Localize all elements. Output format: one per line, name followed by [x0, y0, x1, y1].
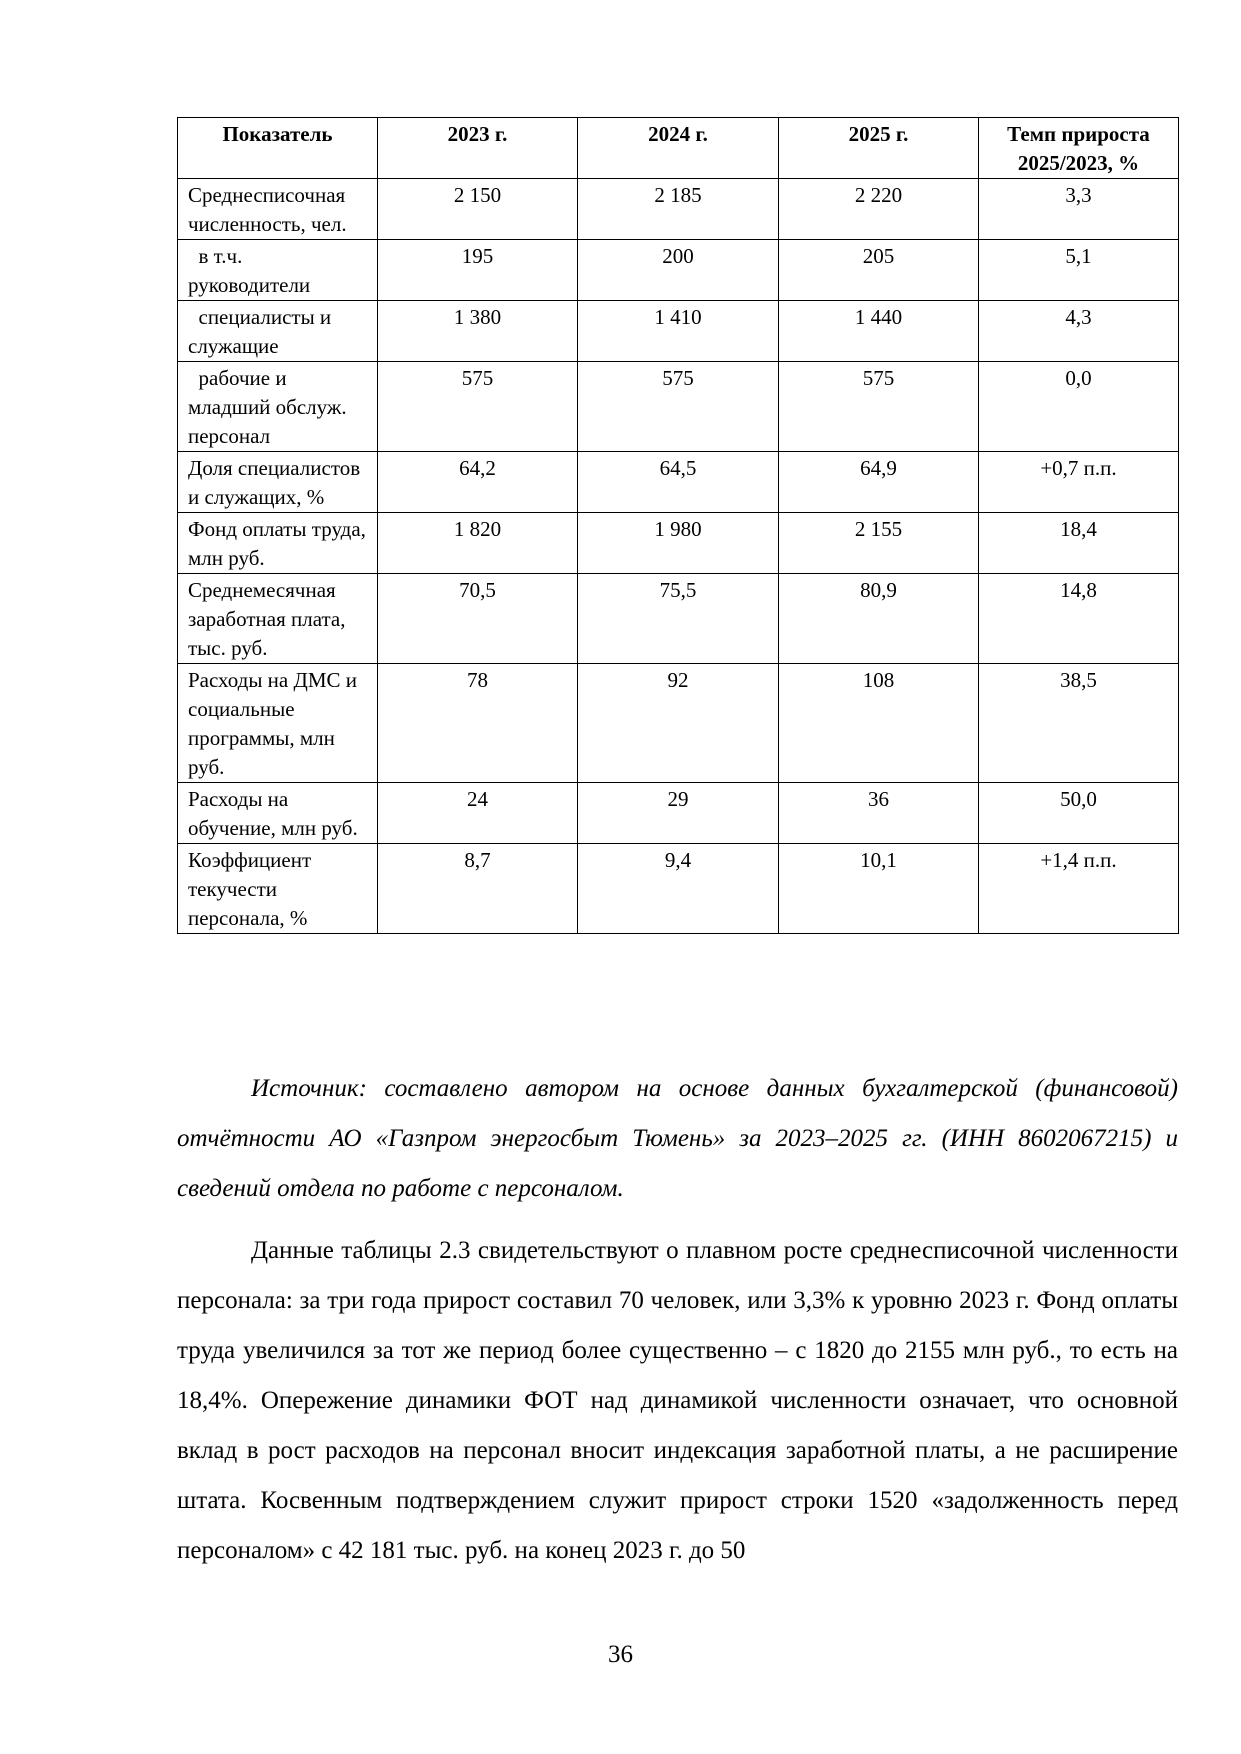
value-cell: 9,4: [578, 844, 779, 934]
value-cell: 64,2: [378, 452, 578, 513]
value-cell: 18,4: [979, 513, 1179, 574]
row-label-cell: Доля специалистов и служащих, %: [178, 452, 378, 513]
table-row: [178, 240, 1179, 301]
header-2025: 2025 г.: [779, 118, 979, 179]
value-cell: 50,0: [979, 783, 1179, 844]
value-cell: 29: [578, 783, 779, 844]
value-cell: 38,5: [979, 664, 1179, 783]
table-source-note: Источник: составлено автором на основе данных бухгалтерской (финансовой) отчётности АО «Газпром энергосбыт Тюмень» за 2023–2025 гг. (ИНН 8602067215) и сведений отдела по работе с персоналом.: [177, 1075, 1178, 1202]
header-growth-rate: Темп прироста 2025/2023, %: [979, 118, 1179, 179]
value-cell: 10,1: [779, 844, 979, 934]
table-row: [178, 844, 1179, 934]
value-cell: 70,5: [378, 574, 578, 664]
value-cell: 0,0: [979, 362, 1179, 452]
row-label-cell: специалисты и служащие: [178, 301, 378, 362]
value-cell: +0,7 п.п.: [979, 452, 1179, 513]
table-row: [178, 301, 1179, 362]
value-cell: 1 410: [578, 301, 779, 362]
value-cell: 36: [779, 783, 979, 844]
value-cell: 200: [578, 240, 779, 301]
table-header-row: [178, 118, 1179, 179]
value-cell: 5,1: [979, 240, 1179, 301]
table-row: [178, 179, 1179, 240]
value-cell: 4,3: [979, 301, 1179, 362]
value-cell: 78: [378, 664, 578, 783]
value-cell: 575: [378, 362, 578, 452]
value-cell: 205: [779, 240, 979, 301]
table-row: [178, 783, 1179, 844]
header-2023: 2023 г.: [378, 118, 578, 179]
row-label-cell: Среднемесячная заработная плата, тыс. руб.: [178, 574, 378, 664]
value-cell: 108: [779, 664, 979, 783]
header-indicator: Показатель: [178, 118, 378, 179]
row-label-cell: Расходы на ДМС и социальные программы, млн руб.: [178, 664, 378, 783]
table-row: [178, 574, 1179, 664]
page-number: 36: [608, 1641, 633, 1668]
value-cell: 2 185: [578, 179, 779, 240]
row-label-cell: рабочие и младший обслуж. персонал: [178, 362, 378, 452]
table-row: [178, 362, 1179, 452]
value-cell: 80,9: [779, 574, 979, 664]
value-cell: 24: [378, 783, 578, 844]
row-label-cell: Среднесписочная численность, чел.: [178, 179, 378, 240]
personnel-table: [177, 117, 1179, 934]
value-cell: 575: [779, 362, 979, 452]
table-row: [178, 513, 1179, 574]
value-cell: 64,9: [779, 452, 979, 513]
value-cell: 92: [578, 664, 779, 783]
value-cell: 1 820: [378, 513, 578, 574]
value-cell: 2 155: [779, 513, 979, 574]
value-cell: +1,4 п.п.: [979, 844, 1179, 934]
table-body: [178, 179, 1179, 934]
table-row: [178, 664, 1179, 783]
value-cell: 195: [378, 240, 578, 301]
header-2024: 2024 г.: [578, 118, 779, 179]
table-row: [178, 452, 1179, 513]
value-cell: 3,3: [979, 179, 1179, 240]
body-paragraph: Данные таблицы 2.3 свидетельствуют о плавном росте среднесписочной численности персонала: за три года прирост составил 70 человек, или 3,3% к уровню 2023 г. Фонд оплаты труда увеличился за тот же период более существенно – с 1820 до 2155 млн руб., то есть на 18,4%. Опережение динамики ФОТ над динамикой численности означает, что основной вклад в рост расходов на персонал вносит индексация заработной платы, а не расширение штата. Косвенным подтверждением служит прирост строки 1520 «задолженность перед персоналом» с 42 181 тыс. руб. на конец 2023 г. до 50: [177, 1237, 1178, 1564]
row-label-cell: Коэффициент текучести персонала, %: [178, 844, 378, 934]
value-cell: 1 380: [378, 301, 578, 362]
value-cell: 2 220: [779, 179, 979, 240]
value-cell: 8,7: [378, 844, 578, 934]
row-label-cell: Фонд оплаты труда, млн руб.: [178, 513, 378, 574]
value-cell: 575: [578, 362, 779, 452]
value-cell: 14,8: [979, 574, 1179, 664]
row-label-cell: в т.ч. руководители: [178, 240, 378, 301]
value-cell: 2 150: [378, 179, 578, 240]
row-label-cell: Расходы на обучение, млн руб.: [178, 783, 378, 844]
value-cell: 1 980: [578, 513, 779, 574]
value-cell: 75,5: [578, 574, 779, 664]
value-cell: 1 440: [779, 301, 979, 362]
value-cell: 64,5: [578, 452, 779, 513]
